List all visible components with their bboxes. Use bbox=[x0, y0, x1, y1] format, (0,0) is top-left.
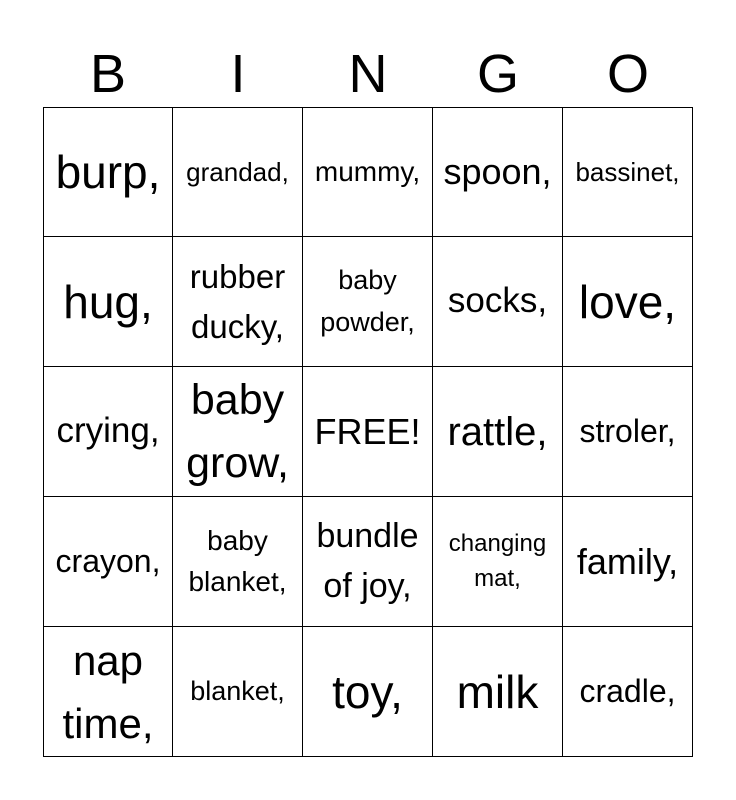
bingo-cell[interactable] bbox=[563, 367, 693, 497]
cell-label: rubber ducky, bbox=[189, 258, 286, 345]
bingo-cell[interactable] bbox=[563, 627, 693, 757]
bingo-cell[interactable] bbox=[43, 107, 173, 237]
bingo-cell[interactable] bbox=[563, 237, 693, 367]
header-letter-n: N bbox=[348, 44, 388, 104]
bingo-cell[interactable] bbox=[173, 497, 303, 627]
bingo-cell[interactable] bbox=[173, 107, 303, 237]
cell-label: baby grow, bbox=[186, 376, 289, 487]
bingo-cell[interactable] bbox=[43, 237, 173, 367]
bingo-cell[interactable] bbox=[43, 497, 173, 627]
header-letter-i: I bbox=[230, 44, 246, 104]
cell-label: cradle, bbox=[579, 672, 676, 709]
cell-label: changing mat, bbox=[448, 529, 547, 592]
bingo-cell[interactable] bbox=[43, 367, 173, 497]
cell-label: rattle, bbox=[447, 409, 548, 454]
header-letter-o: O bbox=[606, 44, 649, 104]
bingo-cell[interactable] bbox=[563, 497, 693, 627]
cell-label: socks, bbox=[447, 281, 548, 321]
bingo-cell[interactable] bbox=[173, 627, 303, 757]
cell-label: crayon, bbox=[55, 542, 161, 579]
bingo-free-cell[interactable] bbox=[303, 367, 433, 497]
header-letter-b: B bbox=[89, 44, 127, 104]
cell-label: milk bbox=[456, 665, 539, 718]
cell-label: mummy, bbox=[314, 155, 421, 187]
bingo-cell[interactable] bbox=[173, 367, 303, 497]
bingo-cell[interactable] bbox=[303, 107, 433, 237]
bingo-cell[interactable] bbox=[563, 107, 693, 237]
cell-label: hug, bbox=[63, 275, 153, 328]
cell-label: baby powder, bbox=[320, 264, 415, 337]
cell-label: crying, bbox=[56, 411, 160, 451]
cell-label: baby blanket, bbox=[188, 524, 287, 597]
cell-label: nap time, bbox=[62, 636, 154, 747]
cell-label: love, bbox=[578, 275, 677, 328]
cell-label: bundle of joy, bbox=[316, 517, 419, 605]
bingo-cell[interactable] bbox=[303, 237, 433, 367]
bingo-cell[interactable] bbox=[433, 627, 563, 757]
cell-label: bassinet, bbox=[575, 156, 680, 187]
cell-label: FREE! bbox=[314, 410, 421, 452]
cell-label: burp, bbox=[55, 146, 161, 198]
cell-label: spoon, bbox=[443, 151, 552, 193]
cell-label: blanket, bbox=[190, 675, 285, 706]
bingo-cell[interactable] bbox=[433, 237, 563, 367]
bingo-cell[interactable] bbox=[303, 627, 433, 757]
bingo-cell[interactable] bbox=[303, 497, 433, 627]
bingo-cell[interactable] bbox=[173, 237, 303, 367]
bingo-cell[interactable] bbox=[43, 627, 173, 757]
header-letter-g: G bbox=[476, 44, 519, 104]
bingo-cell[interactable] bbox=[433, 367, 563, 497]
bingo-header bbox=[43, 42, 693, 106]
bingo-cell[interactable] bbox=[433, 497, 563, 627]
cell-label: family, bbox=[576, 540, 679, 582]
cell-label: stroler, bbox=[579, 412, 676, 449]
bingo-board bbox=[43, 107, 693, 757]
cell-label: toy, bbox=[332, 665, 403, 718]
cell-label: grandad, bbox=[186, 156, 289, 187]
bingo-cell[interactable] bbox=[433, 107, 563, 237]
